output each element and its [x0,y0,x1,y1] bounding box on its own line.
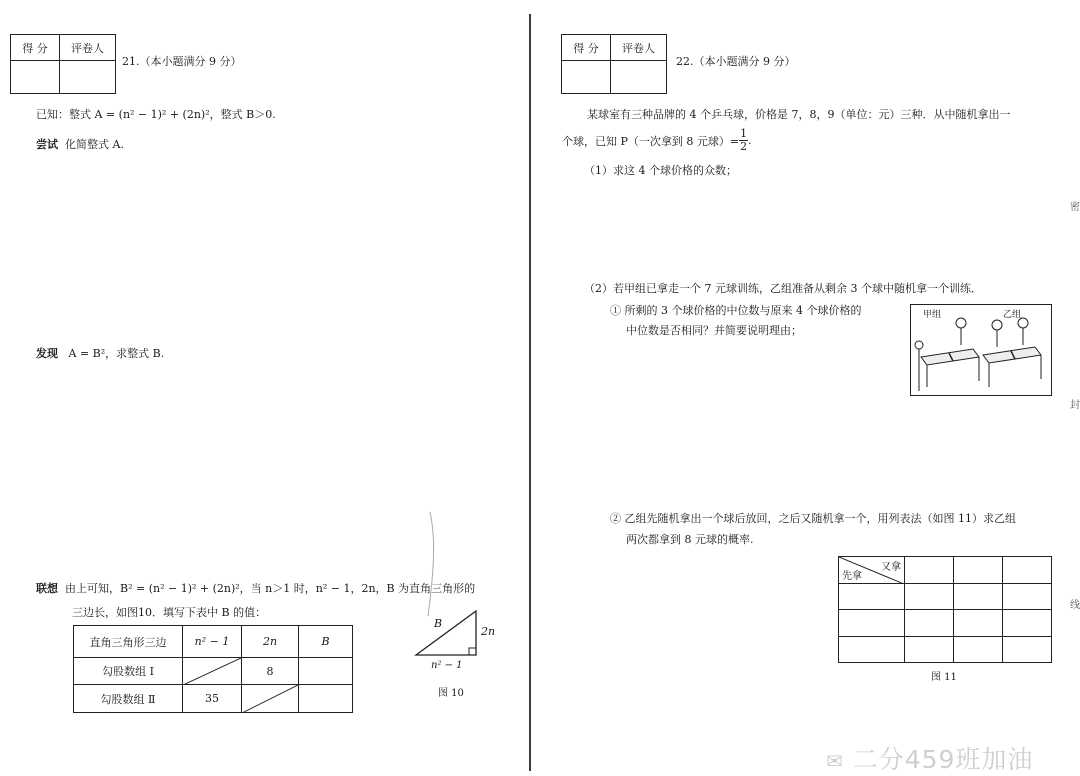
q22-title: 22.（本小题满分 9 分） [676,55,796,68]
table-header: n² − 1 [183,626,242,658]
try-label: 尝试 [36,138,58,151]
table-row [839,636,1052,662]
table-row [839,610,1052,636]
connect-line1 [36,580,475,596]
side-mark: 封 [1070,400,1080,411]
fig11-left-label: 先拿 [842,571,862,582]
table-cell [905,557,954,584]
table-header: 2n [242,626,299,658]
score-label: 得 分 [562,35,611,61]
q22-intro-2: 个球，已知 P（一次拿到 8 元球）= $\frac{1}{2}$ . [562,127,752,153]
q22-intro-1: 某球室有三种品牌的 4 个乒乓球，价格是 7，8，9（单位：元）三种．从中随机拿出一 [587,108,1011,121]
fraction: $\frac{1}{2}$ [740,127,748,153]
score-box-right [561,34,667,94]
probability-table [838,556,1052,663]
q22-sub1-line2: 中位数是否相同？并简要说明理由； [626,324,802,337]
fig10-vertical-label: 2n [481,625,496,638]
side-mark: 密 [1070,202,1080,213]
pencil-mark [422,510,442,620]
side-mark: 线 [1070,600,1080,611]
row-label: 勾股数组 Ⅱ [74,685,183,713]
group-b-label: 乙组 [1003,310,1022,320]
table-cell [242,685,299,713]
try-line [36,136,124,152]
q22-part1: （1）求这 4 个球价格的众数； [584,164,737,177]
fig10-caption: 图 10 [438,688,464,699]
score-box-left [10,34,116,94]
pythagorean-table [73,625,353,713]
table-row [839,584,1052,610]
pingpong-picture [910,304,1052,396]
table-cell [299,658,353,685]
score-label: 得 分 [11,35,60,61]
fig10-hyp-label: B [434,617,443,630]
table-header: 直角三角形三边 [74,626,183,658]
connect-text-2: 三边长，如图10．填写下表中 B 的值： [72,606,267,619]
discover-label: 发现 [36,347,58,360]
grader-cell [611,61,667,94]
q22-sub2-line1: ② 乙组先随机拿出一个球后放回，之后又随机拿一个，用列表法（如图 11）求乙组 [610,512,1016,525]
score-cell [11,61,60,94]
table-cell [954,557,1003,584]
table-header: B [299,626,353,658]
group-a-label: 甲组 [923,310,942,320]
row-label: 勾股数组 Ⅰ [74,658,183,685]
grader-cell [60,61,116,94]
try-text: 化简整式 A. [65,138,124,151]
chat-icon: ✉ [826,749,844,773]
q22-sub2-line2: 两次都拿到 8 元球的概率. [626,533,754,546]
table-row [74,658,353,685]
score-cell [562,61,611,94]
watermark-text: 二分459班加油 [852,745,1034,774]
table-cell: 8 [242,658,299,685]
table-cell [183,658,242,685]
grader-label: 评卷人 [60,35,116,61]
q22-sub1-line1: ① 所剩的 3 个球价格的中位数与原来 4 个球价格的 [610,304,862,317]
q21-given: 已知：整式 A = (n² − 1)² + (2n)²，整式 B＞0. [36,108,276,121]
connect-label: 联想 [36,582,58,595]
fig11-caption: 图 11 [931,672,957,683]
table-cell [1003,557,1052,584]
fig11-top-label: 又拿 [881,562,901,573]
q22-part2: （2）若甲组已拿走一个 7 元球训练，乙组准备从剩余 3 个球中随机拿一个训练． [584,282,982,295]
table-row [74,685,353,713]
q21-title: 21.（本小题满分 9 分） [122,55,242,68]
page-divider [529,14,531,771]
connect-text-1: 由上可知，B² = (n² − 1)² + (2n)²，当 n＞1 时，n² − 1，2n，B 为直角三角形的 [65,582,476,595]
table-corner-cell [839,557,905,584]
grader-label: 评卷人 [611,35,667,61]
discover-line [36,345,164,361]
table-cell: 35 [183,685,242,713]
slash-line [242,685,298,713]
fig10-horizontal-label: n² − 1 [431,660,463,671]
discover-text: A = B²，求整式 B. [68,347,165,360]
table-cell [299,685,353,713]
slash-line [183,658,241,685]
